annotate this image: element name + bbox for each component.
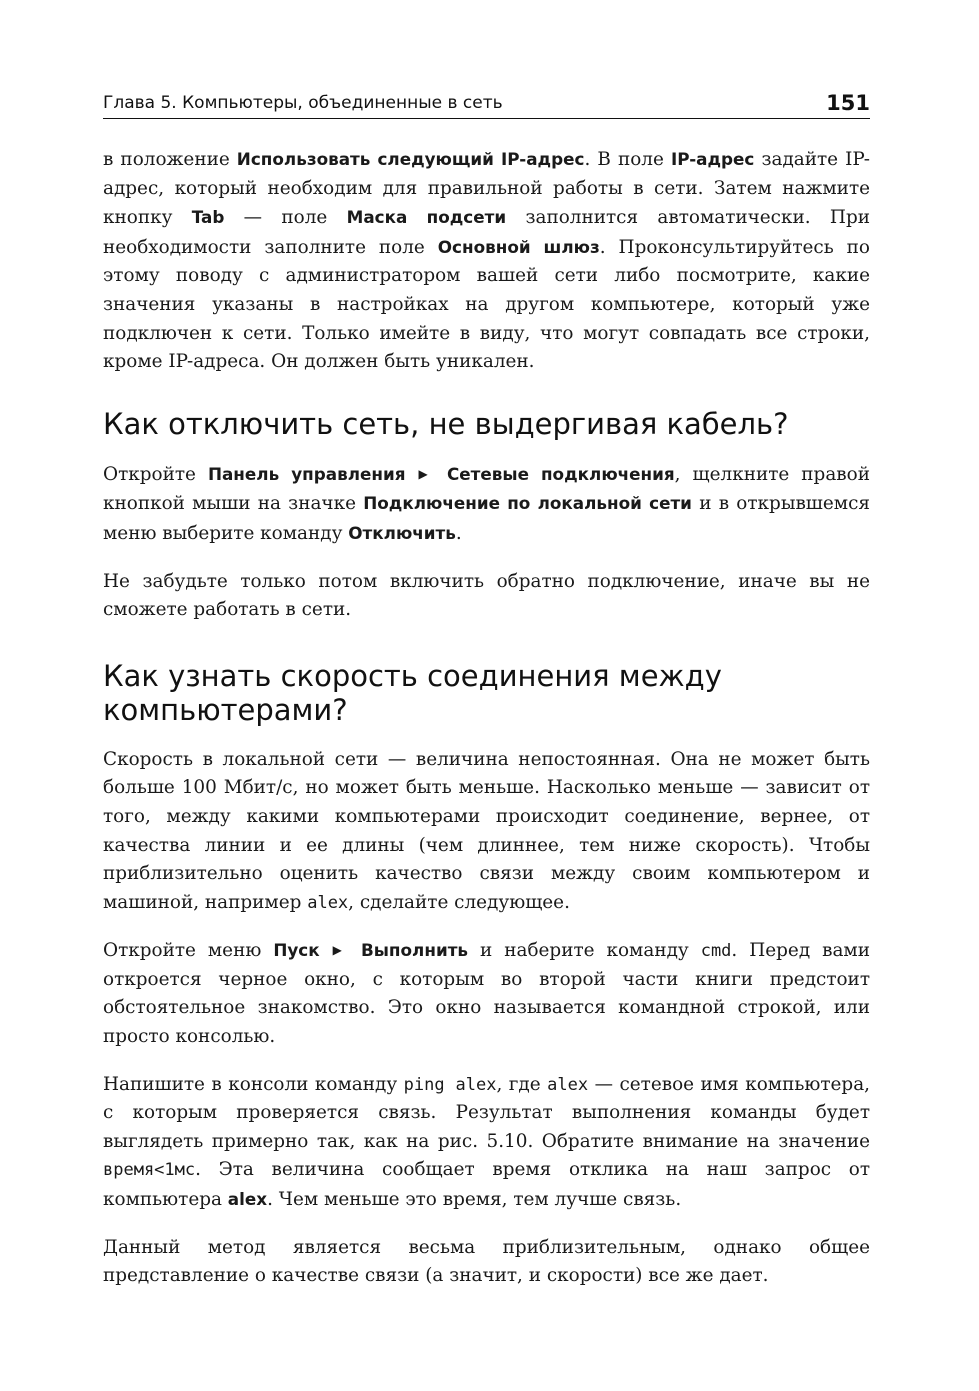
code-term: время<1мс [103, 1160, 196, 1181]
paragraph-ping-command: Напишите в консоли команду ping alex, где alex — сетевое имя компьютера, с которым проверяется связь. Результат выполнения команды будет выглядеть примерно так, как на рис. 5.10. Обратите внимание на значение время<1мс. Эта величина сообщает время отклика на наш запрос от компьютера alex. Чем меньше это время, тем лучше связь. [103, 1073, 871, 1211]
bold-term: Использовать следующий IP-адрес [236, 149, 585, 169]
bold-term: Сетевые подключения [446, 463, 675, 484]
paragraph-speed-intro: Скорость в локальной сети — величина непостоянная. Она не может быть больше 100 Мбит/с, но может быть меньше. Насколько меньше — зависит от того, между какими компьютерами происходит соединение, вернее, от качества линии и ее длины (чем длиннее, тем ниже скорость). Чтобы приблизительно оценить качество связи между своим компьютером и машиной, например alex, сделайте следующее. [103, 748, 870, 913]
running-head: Глава 5. Компьютеры, объединенные в сеть [103, 93, 503, 113]
code-term: alex [307, 892, 349, 913]
bold-term: Выполнить [360, 940, 469, 961]
page-number: 151 [826, 91, 870, 115]
section-heading-connection-speed: Как узнать скорость соединения между компьютерами? [103, 658, 722, 727]
bold-term: IP-адрес [670, 149, 755, 169]
bold-term: Подключение по локальной сети [363, 493, 692, 514]
menu-arrow-icon: ▶ [418, 466, 434, 481]
paragraph-disable-instructions: Откройте Панель управления ▶ Сетевые подключения, щелкните правой кнопкой мыши на значке Подключение по локальной сети и в открывшемся меню выберите команду Отключить. [103, 463, 870, 544]
paragraph-reenable-note: Не забудьте только потом включить обратно подключение, иначе вы не сможете работать в сети. [103, 570, 870, 621]
bold-term: Tab [191, 207, 225, 228]
page-header [103, 90, 870, 119]
bold-term: Основной шлюз [437, 236, 600, 257]
bold-term: Отключить [348, 522, 456, 543]
bold-term: Панель управления [207, 463, 406, 484]
section-heading-disable-network: Как отключить сеть, не выдергивая кабель? [103, 406, 789, 441]
bold-term: alex [227, 1189, 268, 1210]
code-term: ping alex [403, 1074, 497, 1095]
paragraph-ip-settings: в положение Использовать следующий IP-адрес. В поле IP-адрес задайте IP-адрес, который необходим для правильной работы в сети. Затем нажмите кнопку Tab — поле Маска подсети заполнится автоматически. При необходимости заполните поле Основной шлюз. Проконсультируйтесь по этому поводу с администратором вашей сети либо посмотрите, какие значения указаны в настройках на другом компьютере, который уже подключен к сети. Только имейте в виду, что могут совпадать все строки, кроме IP-адреса. Он должен быть уникален. [103, 149, 870, 373]
menu-arrow-icon: ▶ [332, 943, 348, 958]
bold-term: Маска подсети [346, 207, 507, 228]
paragraph-method-note: Данный метод является весьма приблизительным, однако общее представление о качестве связи (а значит, и скорости) все же дает. [103, 1236, 870, 1287]
code-term: cmd [700, 941, 732, 962]
page-body [103, 145, 870, 1310]
code-term: alex [547, 1074, 589, 1095]
paragraph-open-console: Откройте меню Пуск ▶ Выполнить и наберите команду cmd. Перед вами откроется черное окно, с которым во второй части книги предстоит обстоятельное знакомство. Это окно называется командной строкой, или просто консолью. [103, 940, 870, 1048]
bold-term: Пуск [273, 940, 320, 961]
